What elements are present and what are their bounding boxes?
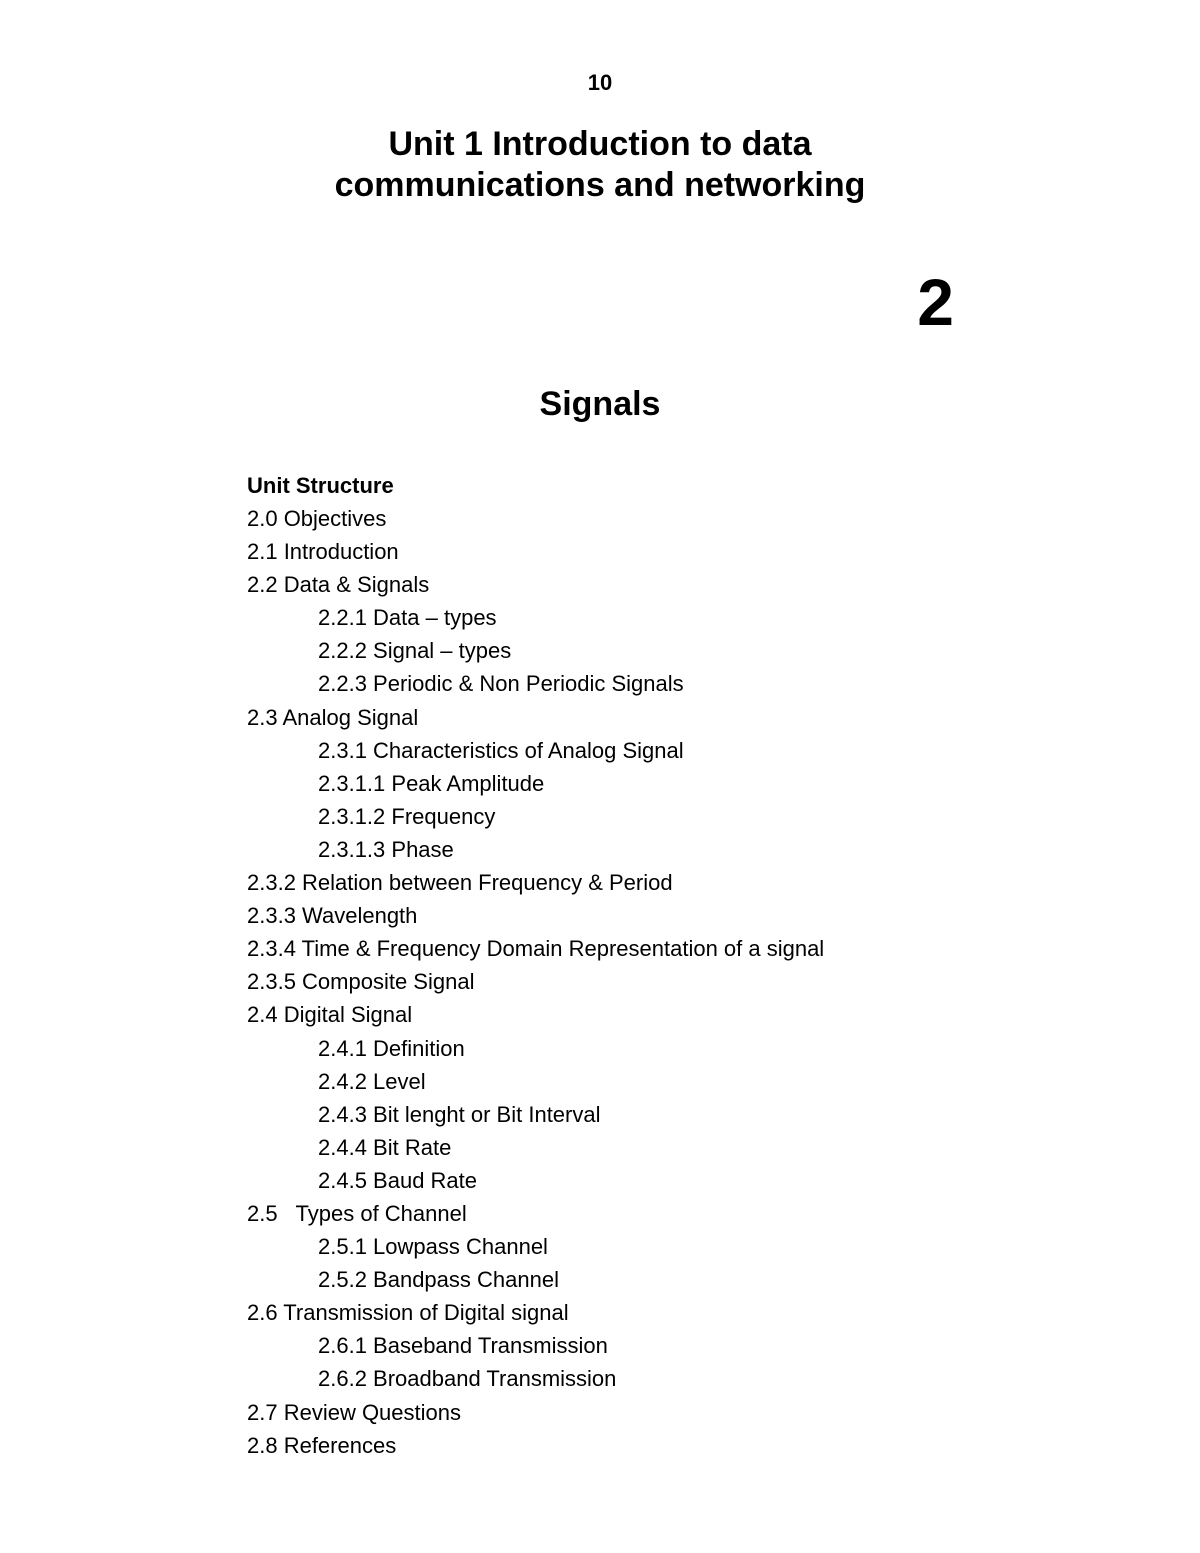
toc-item: 2.2.3 Periodic & Non Periodic Signals [318,671,684,697]
toc-item: 2.3.3 Wavelength [247,903,418,929]
toc-item: 2.3.2 Relation between Frequency & Period [247,870,673,896]
toc-item: 2.7 Review Questions [247,1399,461,1425]
unit-structure [247,470,947,1462]
toc-item: 2.4.1 Definition [318,1035,465,1061]
toc-item: 2.3.1.2 Frequency [318,803,496,829]
toc-item: 2.5.1 Lowpass Channel [318,1234,548,1260]
toc-item: 2.2.2 Signal – types [318,638,512,664]
toc-item: 2.5.2 Bandpass Channel [318,1267,559,1293]
toc-item: 2.6.1 Baseband Transmission [318,1333,608,1359]
toc-item: 2.4 Digital Signal [247,1002,413,1028]
toc-item: 2.6.2 Broadband Transmission [318,1366,617,1392]
toc-item: 2.3.1 Characteristics of Analog Signal [318,737,684,763]
toc-item: 2.8 References [247,1432,397,1458]
toc-item: 2.2.1 Data – types [318,605,497,631]
toc-item: 2.3.4 Time & Frequency Domain Representation of a signal [247,936,825,962]
toc-item: 2.5 Types of Channel [247,1200,467,1226]
chapter-title: Signals [539,385,661,423]
toc-item: 2.4.2 Level [318,1068,426,1094]
toc-item: 2.6 Transmission of Digital signal [247,1300,569,1326]
toc-item: 2.4.5 Baud Rate [318,1167,478,1193]
toc-item: 2.3.1.1 Peak Amplitude [318,770,545,796]
toc-item: 2.0 Objectives [247,506,387,531]
unit-title [0,124,1200,206]
page-number: 10 [587,70,613,95]
toc-item: 2.4.3 Bit lenght or Bit Interval [318,1101,601,1127]
toc-item: 2.2 Data & Signals [247,572,430,598]
unit-title-line-1: Unit 1 Introduction to data [388,125,812,163]
unit-structure-heading: Unit Structure [247,473,394,498]
toc-item: 2.3.1.3 Phase [318,836,454,862]
toc-item: 2.3.5 Composite Signal [247,969,475,995]
toc-item: 2.3 Analog Signal [247,704,419,730]
chapter-number: 2 [917,265,954,339]
unit-title-line-2: communications and networking [334,166,866,204]
toc-item: 2.4.4 Bit Rate [318,1134,452,1160]
toc-item: 2.1 Introduction [247,539,399,565]
toc-list [247,502,947,1462]
